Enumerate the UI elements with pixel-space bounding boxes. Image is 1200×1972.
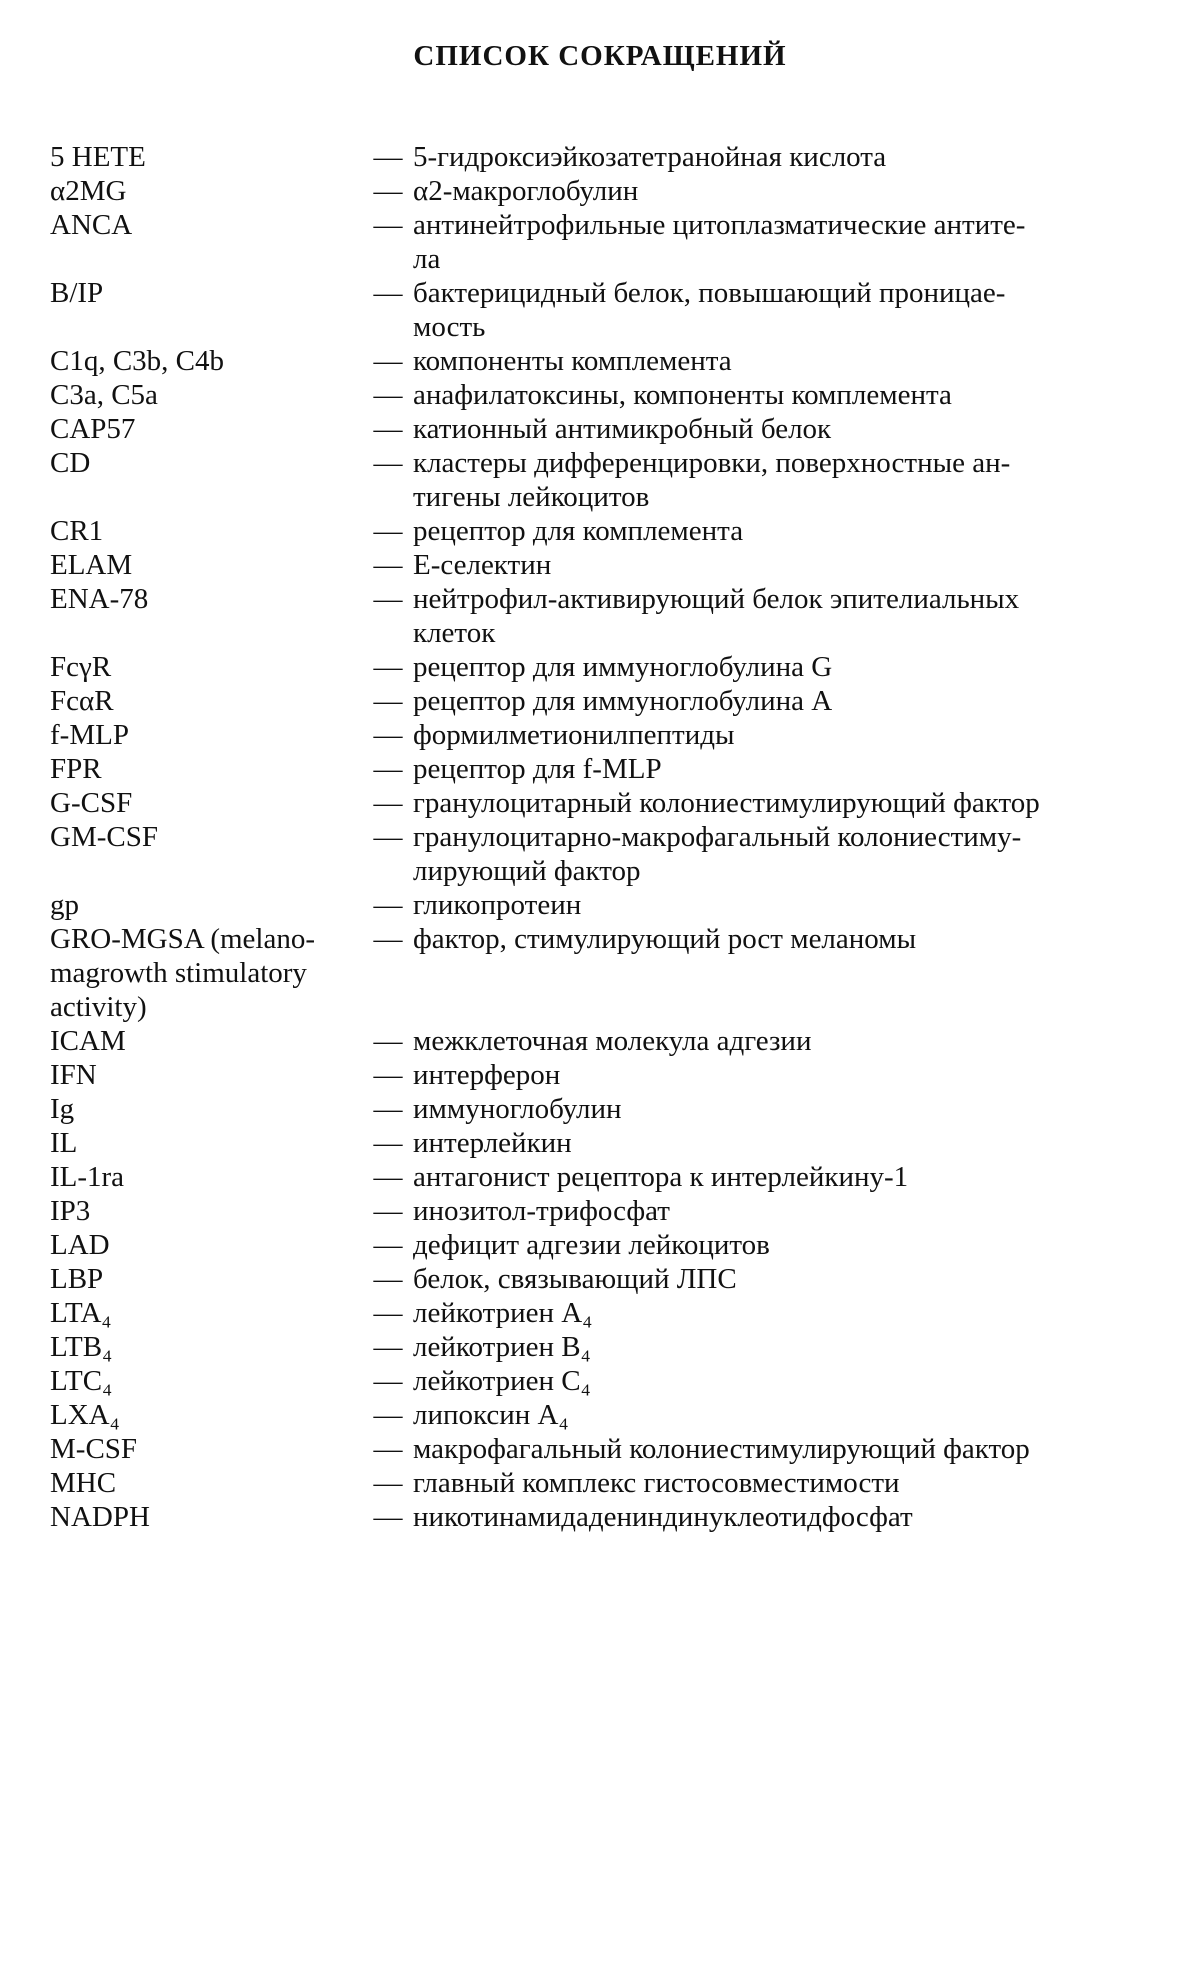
abbreviation-term	[50, 1058, 363, 1092]
abbreviation-definition	[413, 1092, 1133, 1126]
entry-separator: —	[373, 515, 403, 547]
abbreviation-term-line: FcγR	[50, 651, 112, 683]
abbreviation-definition	[413, 1432, 1133, 1466]
abbreviation-definition-line: лейкотриен B₄	[413, 1331, 591, 1363]
abbreviation-term	[50, 412, 363, 446]
abbreviation-definition	[413, 718, 1133, 752]
abbreviation-term-line: IL	[50, 1127, 78, 1159]
abbreviation-definition	[413, 1024, 1133, 1058]
abbreviation-term	[50, 1364, 363, 1398]
entry-separator: —	[373, 413, 403, 445]
abbreviation-definition-line: клеток	[413, 617, 496, 649]
abbreviation-entry	[50, 1432, 1150, 1466]
abbreviation-definition-line: главный комплекс гистосовместимости	[413, 1467, 900, 1499]
entry-separator: —	[373, 1433, 403, 1465]
abbreviation-definition-line: белок, связывающий ЛПС	[413, 1263, 737, 1295]
abbreviation-entry	[50, 718, 1150, 752]
abbreviation-entry	[50, 1466, 1150, 1500]
abbreviation-term	[50, 820, 363, 854]
abbreviation-definition-line: лейкотриен A₄	[413, 1297, 593, 1329]
abbreviation-definition-line: E-селектин	[413, 549, 552, 581]
abbreviation-definition-line: рецептор для f-MLP	[413, 753, 662, 785]
abbreviation-definition-line: нейтрофил-активирующий белок эпителиальных	[413, 583, 1020, 615]
abbreviation-definition	[413, 1500, 1133, 1534]
abbreviation-entry	[50, 1160, 1150, 1194]
abbreviation-term	[50, 684, 363, 718]
abbreviation-term-line: α2MG	[50, 175, 127, 207]
abbreviation-term-line: CAP57	[50, 413, 136, 445]
abbreviation-entry	[50, 1092, 1150, 1126]
abbreviation-term-line: ENA-78	[50, 583, 149, 615]
abbreviation-entry	[50, 412, 1150, 446]
abbreviation-term	[50, 718, 363, 752]
entry-separator: —	[373, 1127, 403, 1159]
abbreviation-term-line: CR1	[50, 515, 104, 547]
entry-separator: —	[373, 719, 403, 751]
abbreviation-definition-line: интерлейкин	[413, 1127, 572, 1159]
entry-separator: —	[373, 175, 403, 207]
entry-separator: —	[373, 345, 403, 377]
abbreviation-entry	[50, 548, 1150, 582]
abbreviation-entry	[50, 140, 1150, 174]
abbreviation-term	[50, 446, 363, 480]
abbreviation-term-line: IP3	[50, 1195, 91, 1227]
abbreviation-definition-line: иммуноглобулин	[413, 1093, 622, 1125]
abbreviation-term	[50, 752, 363, 786]
abbreviation-definition-line: катионный антимикробный белок	[413, 413, 832, 445]
abbreviation-term-line: NADPH	[50, 1501, 150, 1533]
abbreviation-term-line: 5 HETE	[50, 141, 146, 173]
abbreviation-definition-line: инозитол-трифосфат	[413, 1195, 670, 1227]
abbreviation-entry	[50, 582, 1150, 650]
entry-separator: —	[373, 209, 403, 241]
abbreviation-term	[50, 1432, 363, 1466]
abbreviation-definition-line: анафилатоксины, компоненты комплемента	[413, 379, 952, 411]
abbreviation-term-line: activity)	[50, 991, 147, 1023]
abbreviation-entry	[50, 1364, 1150, 1398]
abbreviation-definition-line: рецептор для комплемента	[413, 515, 744, 547]
entry-separator: —	[373, 549, 403, 581]
abbreviation-definition-line: α2-макроглобулин	[413, 175, 639, 207]
abbreviation-term-line: MHC	[50, 1467, 117, 1499]
abbreviation-term	[50, 276, 363, 310]
abbreviation-term	[50, 1330, 363, 1364]
abbreviation-definition	[413, 344, 1133, 378]
abbreviation-definition	[413, 1228, 1133, 1262]
abbreviation-definition	[413, 1126, 1133, 1160]
page-title: СПИСОК СОКРАЩЕНИЙ	[413, 40, 787, 72]
entry-separator: —	[373, 1229, 403, 1261]
abbreviation-term-line: IL-1ra	[50, 1161, 125, 1193]
abbreviation-definition-line: бактерицидный белок, повышающий проницае-	[413, 277, 1006, 309]
entry-separator: —	[373, 1161, 403, 1193]
abbreviation-definition-line: гликопротеин	[413, 889, 582, 921]
abbreviation-term	[50, 1296, 363, 1330]
abbreviation-term-line: B/IP	[50, 277, 104, 309]
abbreviation-term-line: f-MLP	[50, 719, 129, 751]
abbreviation-term-line: LBP	[50, 1263, 104, 1295]
abbreviation-definition	[413, 820, 1133, 888]
abbreviation-term-line: ANCA	[50, 209, 133, 241]
abbreviation-definition	[413, 684, 1133, 718]
abbreviation-entry	[50, 1194, 1150, 1228]
entry-separator: —	[373, 685, 403, 717]
abbreviation-term	[50, 1160, 363, 1194]
entry-separator: —	[373, 141, 403, 173]
abbreviation-term	[50, 548, 363, 582]
abbreviation-entry	[50, 888, 1150, 922]
abbreviation-definition	[413, 276, 1133, 344]
entry-separator: —	[373, 1297, 403, 1329]
abbreviation-definition	[413, 922, 1133, 956]
abbreviation-entry	[50, 1262, 1150, 1296]
abbreviation-definition	[413, 1398, 1133, 1432]
abbreviation-term	[50, 888, 363, 922]
abbreviation-definition	[413, 752, 1133, 786]
abbreviation-definition	[413, 1466, 1133, 1500]
abbreviation-definition	[413, 1160, 1133, 1194]
abbreviation-term-line: C1q, C3b, C4b	[50, 345, 225, 377]
abbreviation-entry	[50, 276, 1150, 344]
entry-separator: —	[373, 787, 403, 819]
abbreviation-term-line: G-CSF	[50, 787, 133, 819]
abbreviation-definition-line: тигены лейкоцитов	[413, 481, 650, 513]
entry-separator: —	[373, 821, 403, 853]
abbreviation-definition-line: фактор, стимулирующий рост меланомы	[413, 923, 917, 955]
entry-separator: —	[373, 1059, 403, 1091]
abbreviation-term-line: FPR	[50, 753, 102, 785]
abbreviation-entry	[50, 752, 1150, 786]
abbreviation-term-line: ICAM	[50, 1025, 126, 1057]
abbreviation-definition-line: формилметионилпептиды	[413, 719, 735, 751]
abbreviation-term	[50, 1092, 363, 1126]
abbreviation-definition-line: липоксин A₄	[413, 1399, 569, 1431]
entry-separator: —	[373, 753, 403, 785]
abbreviation-term-line: LTA₄	[50, 1297, 112, 1329]
abbreviation-definition	[413, 650, 1133, 684]
abbreviation-entry	[50, 684, 1150, 718]
abbreviation-entry	[50, 922, 1150, 1024]
abbreviation-term-line: gp	[50, 889, 79, 921]
abbreviation-definition-line: интерферон	[413, 1059, 561, 1091]
abbreviation-entry	[50, 174, 1150, 208]
abbreviation-term	[50, 208, 363, 242]
entry-separator: —	[373, 447, 403, 479]
abbreviation-term-line: CD	[50, 447, 91, 479]
abbreviation-definition	[413, 208, 1133, 276]
abbreviation-definition	[413, 140, 1133, 174]
abbreviation-entry	[50, 208, 1150, 276]
abbreviation-term	[50, 1126, 363, 1160]
abbreviation-term	[50, 1398, 363, 1432]
entry-separator: —	[373, 651, 403, 683]
entry-separator: —	[373, 889, 403, 921]
abbreviation-definition-line: антинейтрофильные цитоплазматические антите-	[413, 209, 1026, 241]
abbreviation-entry	[50, 344, 1150, 378]
abbreviation-entry	[50, 1330, 1150, 1364]
abbreviation-term	[50, 1262, 363, 1296]
entry-separator: —	[373, 1195, 403, 1227]
abbreviation-term	[50, 922, 363, 1024]
abbreviation-term	[50, 786, 363, 820]
abbreviation-entry	[50, 650, 1150, 684]
abbreviation-term	[50, 344, 363, 378]
abbreviation-definition-line: 5-гидроксиэйкозатетранойная кислота	[413, 141, 887, 173]
abbreviation-term-line: M-CSF	[50, 1433, 138, 1465]
abbreviation-definition	[413, 888, 1133, 922]
abbreviation-list	[50, 140, 1150, 1534]
abbreviation-term	[50, 650, 363, 684]
abbreviation-term	[50, 378, 363, 412]
abbreviation-definition	[413, 1330, 1133, 1364]
abbreviation-term	[50, 514, 363, 548]
abbreviation-definition-line: лирующий фактор	[413, 855, 641, 887]
abbreviation-entry	[50, 446, 1150, 514]
abbreviation-definition-line: ла	[413, 243, 441, 275]
abbreviation-definition-line: никотинамидадениндинуклеотидфосфат	[413, 1501, 913, 1533]
abbreviation-definition-line: мость	[413, 311, 486, 343]
abbreviation-definition-line: антагонист рецептора к интерлейкину-1	[413, 1161, 909, 1193]
entry-separator: —	[373, 1025, 403, 1057]
abbreviation-definition	[413, 1262, 1133, 1296]
abbreviation-definition-line: межклеточная молекула адгезии	[413, 1025, 812, 1057]
abbreviation-term-line: ELAM	[50, 549, 133, 581]
abbreviation-definition	[413, 786, 1133, 820]
entry-separator: —	[373, 277, 403, 309]
abbreviation-term	[50, 174, 363, 208]
abbreviation-entry	[50, 1058, 1150, 1092]
abbreviation-term	[50, 140, 363, 174]
abbreviation-definition	[413, 1296, 1133, 1330]
abbreviation-entry	[50, 378, 1150, 412]
abbreviation-term-line: FcαR	[50, 685, 114, 717]
abbreviation-term-line: GM-CSF	[50, 821, 158, 853]
abbreviation-term	[50, 1228, 363, 1262]
abbreviation-term-line: Ig	[50, 1093, 75, 1125]
abbreviation-entry	[50, 1228, 1150, 1262]
abbreviation-term-line: LTC₄	[50, 1365, 113, 1397]
abbreviation-entry	[50, 1296, 1150, 1330]
entry-separator: —	[373, 1263, 403, 1295]
abbreviation-definition-line: рецептор для иммуноглобулина A	[413, 685, 833, 717]
abbreviation-definition	[413, 174, 1133, 208]
abbreviation-definition	[413, 446, 1133, 514]
abbreviation-definition	[413, 1194, 1133, 1228]
abbreviation-definition	[413, 548, 1133, 582]
abbreviation-term	[50, 1466, 363, 1500]
abbreviation-term-line: LXA₄	[50, 1399, 120, 1431]
entry-separator: —	[373, 1331, 403, 1363]
abbreviation-term-line: magrowth stimulatory	[50, 957, 307, 989]
abbreviation-definition	[413, 1364, 1133, 1398]
abbreviation-term	[50, 582, 363, 616]
entry-separator: —	[373, 1093, 403, 1125]
abbreviation-entry	[50, 786, 1150, 820]
abbreviation-term-line: LAD	[50, 1229, 110, 1261]
entry-separator: —	[373, 1365, 403, 1397]
abbreviation-term-line: C3a, C5a	[50, 379, 158, 411]
abbreviation-definition-line: рецептор для иммуноглобулина G	[413, 651, 833, 683]
abbreviation-entry	[50, 514, 1150, 548]
entry-separator: —	[373, 379, 403, 411]
abbreviation-definition-line: макрофагальный колониестимулирующий фактор	[413, 1433, 1030, 1465]
abbreviation-definition-line: кластеры дифференцировки, поверхностные ан-	[413, 447, 1011, 479]
abbreviation-definition-line: гранулоцитарно-макрофагальный колониестиму-	[413, 821, 1022, 853]
abbreviation-entry	[50, 820, 1150, 888]
abbreviation-definition	[413, 378, 1133, 412]
abbreviation-definition	[413, 412, 1133, 446]
abbreviation-term	[50, 1500, 363, 1534]
entry-separator: —	[373, 923, 403, 955]
abbreviation-term-line: IFN	[50, 1059, 97, 1091]
abbreviation-entry	[50, 1398, 1150, 1432]
abbreviation-definition	[413, 514, 1133, 548]
entry-separator: —	[373, 1501, 403, 1533]
abbreviation-term	[50, 1194, 363, 1228]
abbreviation-term	[50, 1024, 363, 1058]
abbreviation-definition	[413, 582, 1133, 650]
abbreviation-term-line: GRO-MGSA (melano-	[50, 923, 316, 955]
abbreviation-entry	[50, 1500, 1150, 1534]
abbreviation-definition-line: лейкотриен C₄	[413, 1365, 591, 1397]
entry-separator: —	[373, 583, 403, 615]
abbreviation-entry	[50, 1126, 1150, 1160]
entry-separator: —	[373, 1399, 403, 1431]
abbreviation-definition	[413, 1058, 1133, 1092]
abbreviation-definition-line: компоненты комплемента	[413, 345, 732, 377]
abbreviation-definition-line: гранулоцитарный колониестимулирующий фактор	[413, 787, 1040, 819]
abbreviation-entry	[50, 1024, 1150, 1058]
entry-separator: —	[373, 1467, 403, 1499]
abbreviation-definition-line: дефицит адгезии лейкоцитов	[413, 1229, 770, 1261]
abbreviation-term-line: LTB₄	[50, 1331, 113, 1363]
